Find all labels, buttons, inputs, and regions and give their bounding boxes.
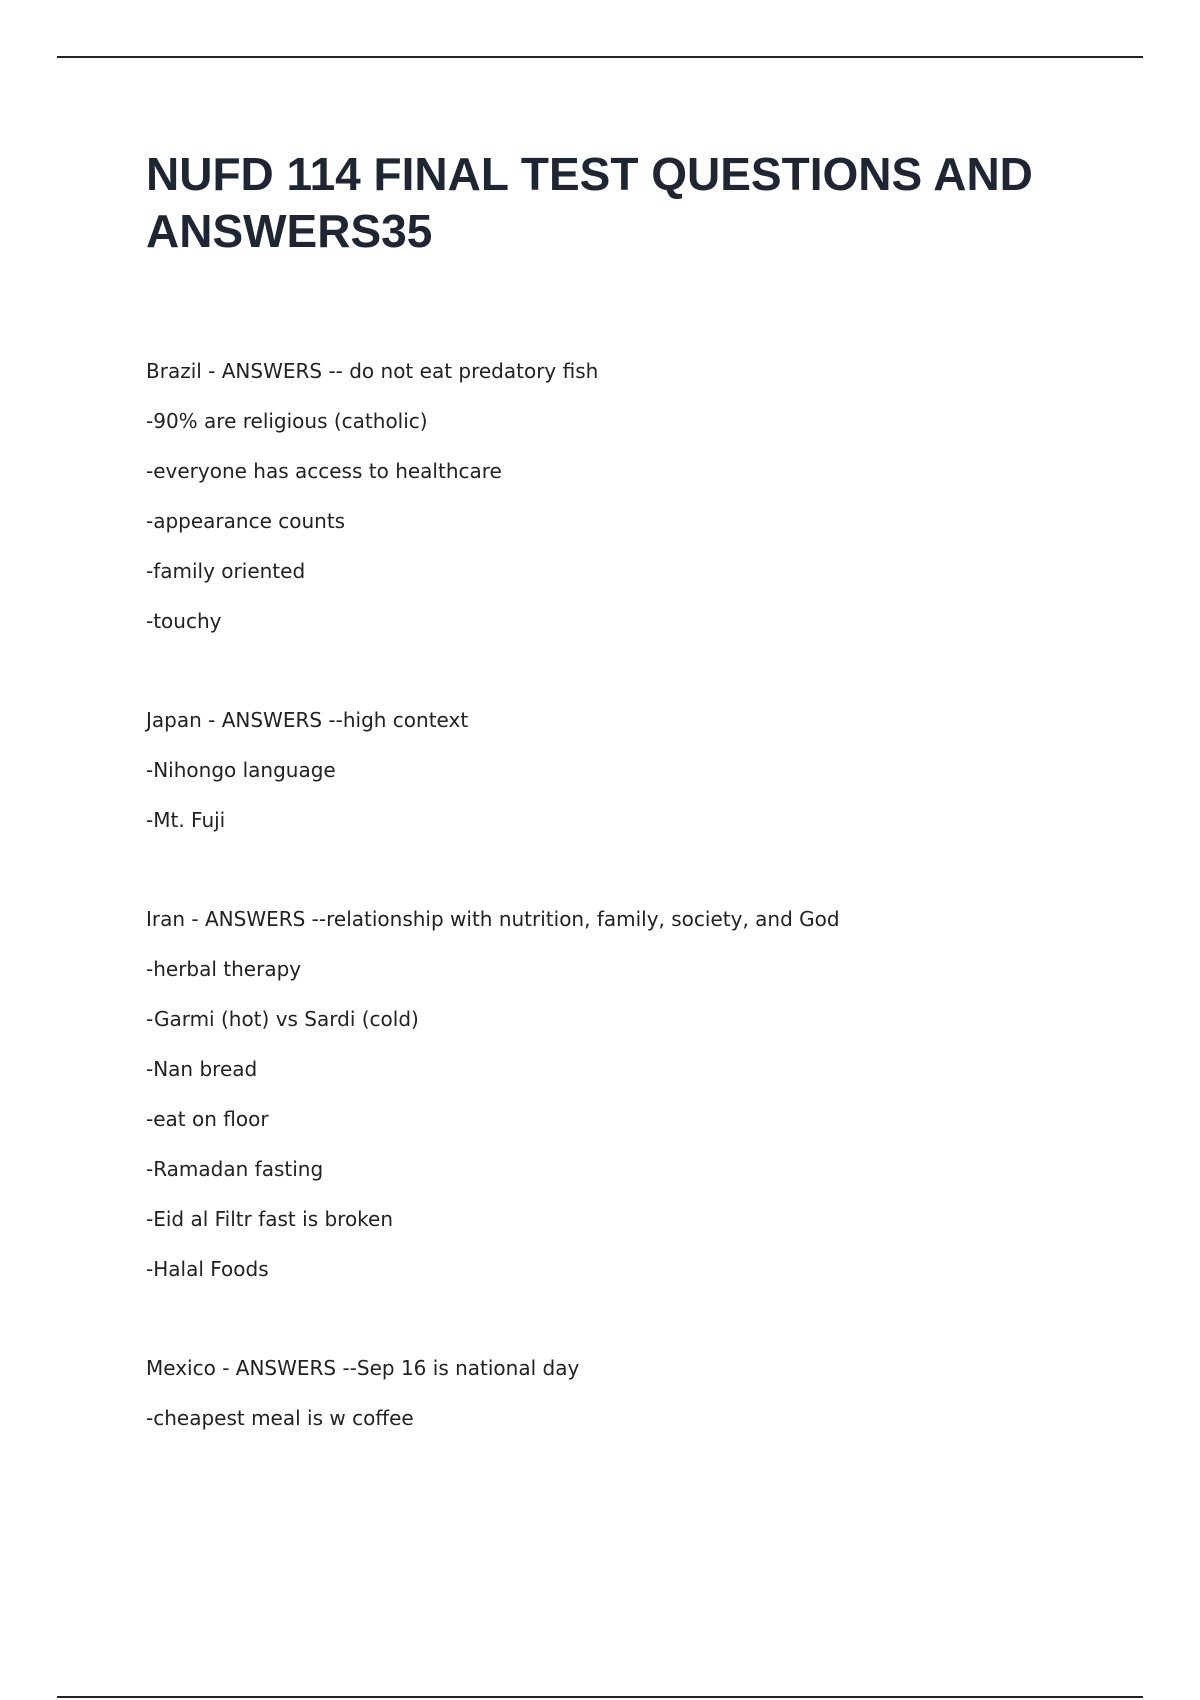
qa-list bbox=[146, 356, 1096, 1502]
qa-entry-iran bbox=[146, 904, 1096, 1304]
qa-answer-line: -eat on floor bbox=[146, 1107, 269, 1131]
qa-question-line: Mexico - ANSWERS --Sep 16 is national day bbox=[146, 1356, 580, 1380]
qa-answer-line: -Ramadan fasting bbox=[146, 1157, 324, 1181]
qa-answer-line: -Nihongo language bbox=[146, 758, 336, 782]
document-title: NUFD 114 FINAL TEST QUESTIONS AND ANSWERS35 bbox=[146, 148, 1033, 257]
qa-question-line: Japan - ANSWERS --high context bbox=[146, 708, 469, 732]
qa-answer-line: -cheapest meal is w coffee bbox=[146, 1406, 414, 1430]
qa-answer-line: -Garmi (hot) vs Sardi (cold) bbox=[146, 1007, 419, 1031]
qa-answer-line: -everyone has access to healthcare bbox=[146, 459, 502, 483]
qa-answer-line: -90% are religious (catholic) bbox=[146, 409, 428, 433]
qa-question-line: Brazil - ANSWERS -- do not eat predatory fish bbox=[146, 359, 599, 383]
qa-answer-line: -Eid al Filtr fast is broken bbox=[146, 1207, 394, 1231]
footer-rule bbox=[57, 1696, 1143, 1698]
qa-answer-line: -touchy bbox=[146, 609, 222, 633]
header-rule bbox=[57, 56, 1143, 58]
qa-answer-line: -family oriented bbox=[146, 559, 306, 583]
qa-answer-line: -herbal therapy bbox=[146, 957, 302, 981]
qa-entry-mexico bbox=[146, 1353, 1096, 1453]
qa-question-line: Iran - ANSWERS --relationship with nutrition, family, society, and God bbox=[146, 907, 840, 931]
qa-answer-line: -Nan bread bbox=[146, 1057, 258, 1081]
qa-entry-brazil bbox=[146, 356, 1096, 656]
qa-answer-line: -appearance counts bbox=[146, 509, 346, 533]
qa-answer-line: -Halal Foods bbox=[146, 1257, 269, 1281]
qa-entry-japan bbox=[146, 705, 1096, 855]
qa-answer-line: -Mt. Fuji bbox=[146, 808, 226, 832]
